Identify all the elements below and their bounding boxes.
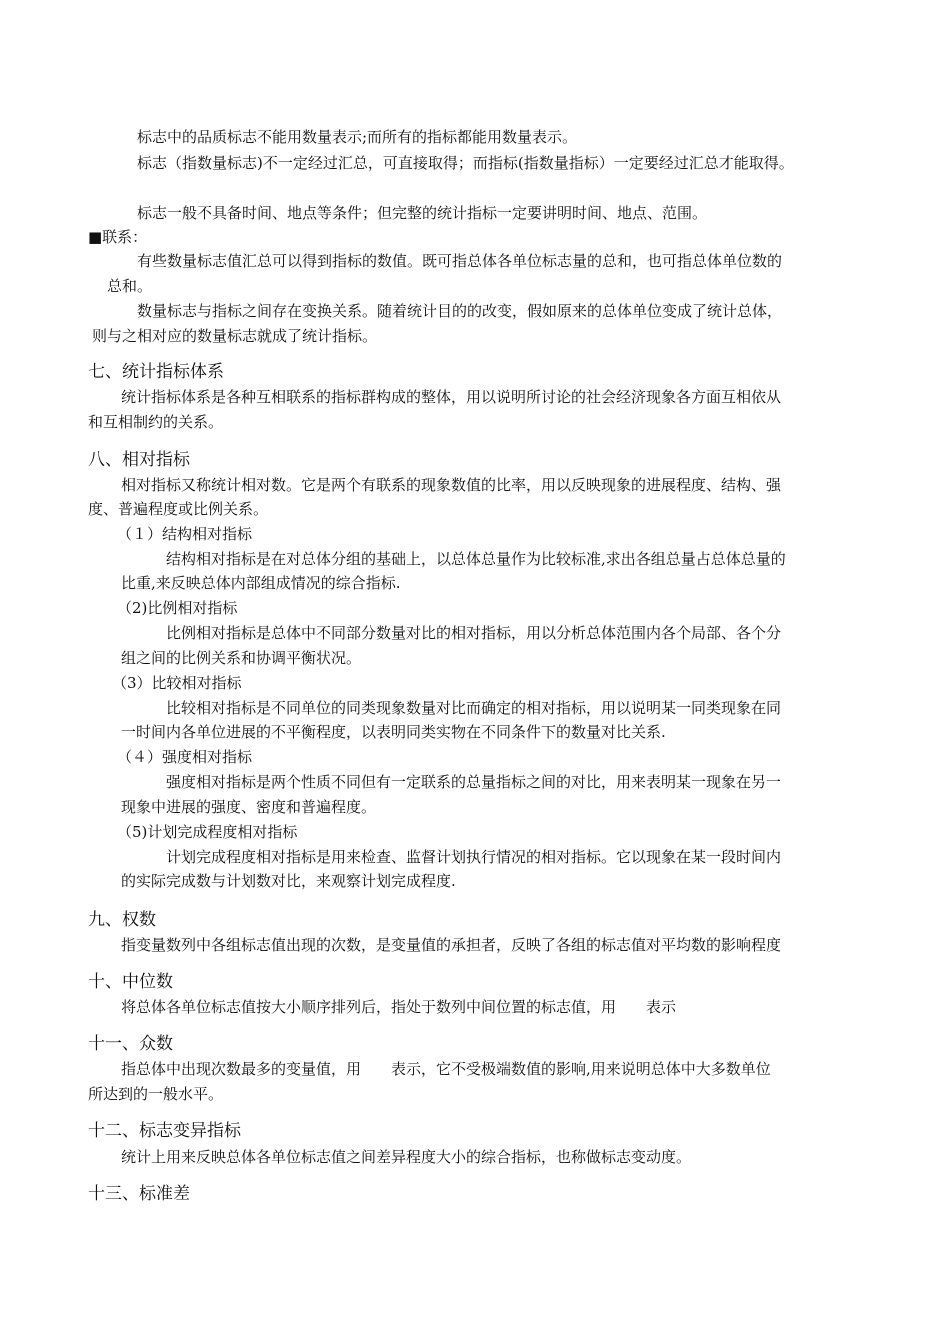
text-line: 将总体各单位标志值按大小顺序排列后，指处于数列中间位置的标志值，用 表示 bbox=[121, 998, 677, 1016]
section-heading: 十二、标志变异指标 bbox=[88, 1121, 241, 1141]
section-heading: 十一、众数 bbox=[88, 1034, 173, 1054]
text-line: 比重,来反映总体内部组成情况的综合指标. bbox=[121, 574, 401, 592]
section-bullet: ■联系： bbox=[88, 228, 148, 246]
text-line: 计划完成程度相对指标是用来检查、监督计划执行情况的相对指标。它以现象在某一段时间内 bbox=[166, 848, 782, 866]
text-line: 总和。 bbox=[107, 277, 153, 295]
text-line: 统计指标体系是各种互相联系的指标群构成的整体，用以说明所讨论的社会经济现象各方面互相依从 bbox=[121, 388, 782, 406]
text-line: 一时间内各单位进展的不平衡程度，以表明同类实物在不同条件下的数量对比关系. bbox=[121, 723, 666, 741]
text-line: 度、普遍程度或比例关系。 bbox=[88, 500, 269, 518]
text-line: 标志一般不具备时间、地点等条件；但完整的统计指标一定要讲明时间、地点、范围。 bbox=[137, 204, 708, 222]
text-line: 统计上用来反映总体各单位标志值之间差异程度大小的综合指标，也称做标志变动度。 bbox=[121, 1148, 692, 1166]
text-line: 强度相对指标是两个性质不同但有一定联系的总量指标之间的对比，用来表明某一现象在另一 bbox=[166, 773, 782, 791]
section-heading: 七、统计指标体系 bbox=[88, 362, 224, 382]
section-heading: 十三、标准差 bbox=[88, 1184, 190, 1204]
subsection-heading: （3）比较相对指标 bbox=[112, 674, 242, 692]
subsection-heading: （４）强度相对指标 bbox=[117, 748, 253, 766]
subsection-heading: （１）结构相对指标 bbox=[117, 525, 253, 543]
text-line: 相对指标又称统计相对数。它是两个有联系的现象数值的比率，用以反映现象的进展程度、结构、强 bbox=[121, 476, 782, 494]
text-line: 现象中进展的强度、密度和普遍程度。 bbox=[121, 798, 377, 816]
text-line: 有些数量标志值汇总可以得到指标的数值。既可指总体各单位标志量的总和，也可指总体单位数的 bbox=[137, 252, 783, 270]
section-heading: 九、权数 bbox=[88, 910, 156, 930]
subsection-heading: （5)计划完成程度相对指标 bbox=[117, 823, 298, 841]
text-line: 比较相对指标是不同单位的同类现象数量对比而确定的相对指标，用以说明某一同类现象在同 bbox=[166, 699, 782, 717]
text-line: 结构相对指标是在对总体分组的基础上，以总体总量作为比较标准,求出各组总量占总体总量的 bbox=[166, 550, 786, 568]
text-line: 的实际完成数与计划数对比，来观察计划完成程度. bbox=[121, 872, 456, 890]
subsection-heading: （2)比例相对指标 bbox=[117, 599, 238, 617]
text-line: 比例相对指标是总体中不同部分数量对比的相对指标，用以分析总体范围内各个局部、各个分 bbox=[166, 624, 782, 642]
text-line: 标志（指数量标志)不一定经过汇总，可直接取得；而指标(指数量指标）一定要经过汇总才能取得。 bbox=[137, 154, 794, 172]
section-heading: 八、相对指标 bbox=[88, 450, 190, 470]
text-line: 则与之相对应的数量标志就成了统计指标。 bbox=[92, 327, 378, 345]
text-line: 指总体中出现次数最多的变量值，用 表示，它不受极端数值的影响,用来说明总体中大多数单位 bbox=[121, 1060, 771, 1078]
text-line: 标志中的品质标志不能用数量表示;而所有的指标都能用数量表示。 bbox=[137, 128, 578, 146]
text-line: 组之间的比例关系和协调平衡状况。 bbox=[121, 649, 362, 667]
text-line: 所达到的一般水平。 bbox=[88, 1085, 224, 1103]
section-heading: 十、中位数 bbox=[88, 972, 173, 992]
text-line: 数量标志与指标之间存在变换关系。随着统计目的的改变，假如原来的总体单位变成了统计总体， bbox=[137, 302, 783, 320]
text-line: 指变量数列中各组标志值出现的次数，是变量值的承担者，反映了各组的标志值对平均数的影响程度 bbox=[121, 936, 782, 954]
text-line: 和互相制约的关系。 bbox=[88, 413, 224, 431]
